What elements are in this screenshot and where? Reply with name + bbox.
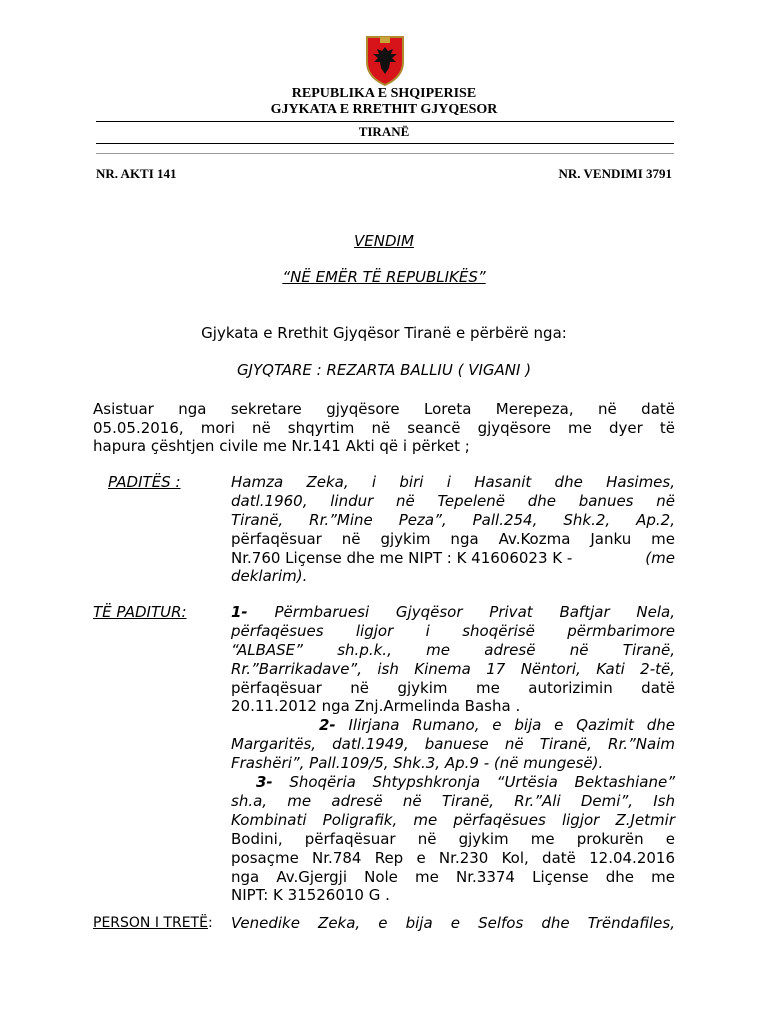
defendant-2-line-1: 2- Ilirjana Rumano, e bija e Qazimit dhe bbox=[319, 716, 675, 734]
albania-coat-of-arms-icon bbox=[364, 34, 406, 86]
plaintiff-line-1: Hamza Zeka, i biri i Hasanit dhe Hasimes, bbox=[231, 473, 675, 491]
defendant-2-line-3: Frashëri”, Pall.109/5, Shk.3, Ap.9 - (në mungesë). bbox=[231, 754, 604, 772]
defendant-1-line-4: Rr.”Barrikadave”, ish Kinema 17 Nëntori, Kati 2-të, bbox=[231, 660, 675, 678]
header-rule-middle bbox=[96, 143, 674, 144]
plaintiff-line-2: datl.1960, lindur në Tepelenë dhe banues në bbox=[231, 492, 675, 510]
plaintiff-license: Nr.760 Liçense dhe me NIPT : K 41606023 K - bbox=[231, 549, 573, 567]
defendant-1-number: 1- bbox=[231, 603, 248, 621]
decision-title: VENDIM bbox=[354, 232, 414, 250]
third-party-line-1: Venedike Zeka, e bija e Selfos dhe Trëndafiles, bbox=[231, 914, 675, 932]
plaintiff-line-5 bbox=[231, 549, 675, 568]
court-composition: Gjykata e Rrethit Gjyqësor Tiranë e përbërë nga: bbox=[201, 324, 567, 342]
header-rule-top bbox=[96, 121, 674, 122]
assisted-line-2: 05.05.2016, mori në shqyrtim në seancë gjyqësore me dyer të bbox=[93, 419, 675, 437]
plaintiff-line-6: deklarim). bbox=[231, 567, 308, 585]
plaintiff-line-3: Tiranë, Rr.”Mine Peza”, Pall.254, Shk.2, Ap.2, bbox=[231, 511, 675, 529]
third-party-label: PERSON I TRETË bbox=[93, 915, 208, 931]
vendimi-number: NR. VENDIMI 3791 bbox=[558, 166, 672, 181]
defendant-2-line-2: Margaritës, datl.1949, banuese në Tiranë, Rr.”Naim bbox=[231, 735, 675, 753]
defendant-3-line-2: sh.a, me adresë në Tiranë, Rr.”Ali Demi”, Ish bbox=[231, 792, 675, 810]
republic-invocation: “NË EMËR TË REPUBLIKËS” bbox=[282, 268, 486, 286]
third-party-colon: : bbox=[207, 915, 213, 931]
defendant-1-line-2: përfaqësues ligjor i shoqërisë përmbarimore bbox=[231, 622, 675, 640]
defendant-3-line-5: posaçme Nr.784 Rep e Nr.230 Kol, datë 12.04.2016 bbox=[231, 849, 675, 867]
defendant-1-line-1: 1- Përmbaruesi Gjyqësor Privat Baftjar Nela, bbox=[231, 603, 675, 621]
header-city: TIRANË bbox=[358, 124, 410, 139]
defendant-1-line-5: përfaqësuar në gjykim me autorizimin datë bbox=[231, 679, 675, 697]
defendant-3-line-4: Bodini, përfaqësuar në gjykim me prokurën e bbox=[231, 830, 675, 848]
defendant-2-number: 2- bbox=[319, 716, 336, 734]
defendants-label: TË PADITUR: bbox=[93, 603, 187, 621]
plaintiff-line-4: përfaqësuar në gjykim nga Av.Kozma Janku me bbox=[231, 530, 675, 548]
assisted-line-3: hapura çështjen civile me Nr.141 Akti që i përket ; bbox=[93, 437, 470, 455]
plaintiff-label: PADITËS : bbox=[108, 473, 181, 491]
defendant-3-number: 3- bbox=[256, 773, 273, 791]
header-rule-bottom bbox=[96, 153, 674, 154]
header-court: GJYKATA E RRETHIT GJYQESOR bbox=[270, 102, 498, 117]
defendant-3-line-3: Kombinati Poligrafik, me përfaqësues ligjor Z.Jetmir bbox=[231, 811, 675, 829]
defendant-1-line-6: 20.11.2012 nga Znj.Armelinda Basha . bbox=[231, 697, 521, 715]
assisted-line-1: Asistuar nga sekretare gjyqësore Loreta Merepeza, në datë bbox=[93, 400, 675, 418]
defendant-3-line-7: NIPT: K 31526010 G . bbox=[231, 886, 390, 904]
judge-name: GJYQTARE : REZARTA BALLIU ( VIGANI ) bbox=[236, 361, 532, 379]
third-party-label-wrap bbox=[93, 914, 213, 933]
akti-number: NR. AKTI 141 bbox=[96, 166, 177, 181]
defendant-3-line-1: 3- Shoqëria Shtypshkronja “Urtësia Bektashiane” bbox=[256, 773, 675, 791]
plaintiff-declaration-start: (me bbox=[645, 549, 675, 567]
defendant-3-line-6: nga Av.Gjergji Nole me Nr.3374 Liçense dhe me bbox=[231, 868, 675, 886]
header-republic: REPUBLIKA E SHQIPERISE bbox=[291, 86, 477, 101]
defendant-1-line-3: “ALBASE” sh.p.k., me adresë në Tiranë, bbox=[231, 641, 675, 659]
